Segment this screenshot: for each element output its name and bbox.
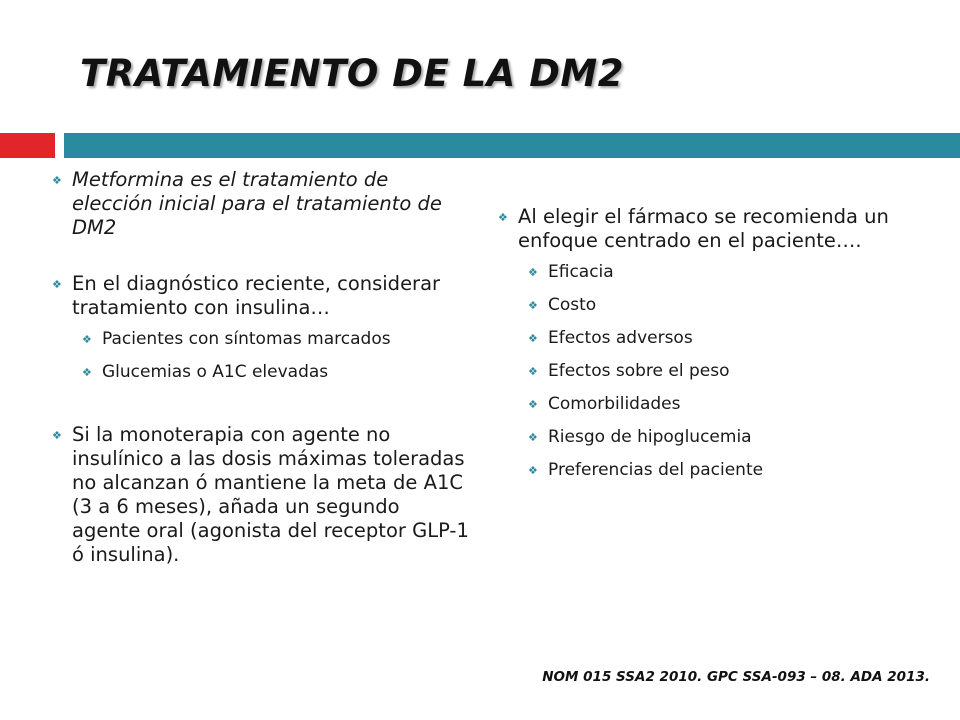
sub-list-item-text: Preferencias del paciente <box>548 460 764 480</box>
sub-list-item-text: Costo <box>548 295 597 315</box>
diamond-bullet-icon: ❖ <box>528 332 538 345</box>
slide-title: TRATAMIENTO DE LA DM2 <box>80 52 624 95</box>
diamond-bullet-icon: ❖ <box>528 299 538 312</box>
accent-bar-red <box>0 133 55 158</box>
sub-list-item <box>498 459 948 481</box>
reference-citation: NOM 015 SSA2 2010. GPC SSA-093 – 08. ADA 2013. <box>542 669 930 685</box>
diamond-bullet-icon: ❖ <box>82 366 92 379</box>
diamond-bullet-icon: ❖ <box>528 431 538 444</box>
sub-list-item <box>498 360 948 382</box>
sub-list-item-text: Efectos adversos <box>548 328 693 348</box>
diamond-bullet-icon: ❖ <box>528 365 538 378</box>
list-item-text: En el diagnóstico reciente, considerar tratamiento con insulina… <box>72 272 441 319</box>
sub-list-item-text: Comorbilidades <box>548 394 681 414</box>
diamond-bullet-icon: ❖ <box>498 211 508 224</box>
list-item-text: Si la monoterapia con agente no insulínico a las dosis máximas toleradas no alcanzan ó mantiene la meta de A1C (3 a 6 meses), añada un segundo agente oral (agonista del receptor GLP-1 ó insulina). <box>72 423 469 566</box>
sub-list-item <box>52 361 472 383</box>
sub-list-item-text: Glucemias o A1C elevadas <box>102 362 329 382</box>
diamond-bullet-icon: ❖ <box>528 266 538 279</box>
diamond-bullet-icon: ❖ <box>52 429 62 442</box>
right-bullet-list <box>498 205 948 492</box>
sub-list-item <box>498 294 948 316</box>
sub-list-item <box>52 328 472 350</box>
sub-list-item-text: Efectos sobre el peso <box>548 361 730 381</box>
sub-list-item <box>498 327 948 349</box>
sub-list <box>72 328 472 383</box>
sub-list-item <box>498 426 948 448</box>
list-item <box>498 205 948 481</box>
accent-bar-teal <box>64 133 960 158</box>
sub-list <box>518 261 948 481</box>
sub-list-item-text: Eficacia <box>548 262 614 282</box>
diamond-bullet-icon: ❖ <box>52 174 62 187</box>
diamond-bullet-icon: ❖ <box>528 464 538 477</box>
diamond-bullet-icon: ❖ <box>52 278 62 291</box>
list-item <box>52 272 472 383</box>
sub-list-item-text: Pacientes con síntomas marcados <box>102 329 391 349</box>
sub-list-item-text: Riesgo de hipoglucemia <box>548 427 752 447</box>
diamond-bullet-icon: ❖ <box>528 398 538 411</box>
list-item <box>52 423 472 567</box>
diamond-bullet-icon: ❖ <box>82 333 92 346</box>
sub-list-item <box>498 261 948 283</box>
list-item <box>52 168 472 240</box>
sub-list-item <box>498 393 948 415</box>
list-item-text: Metformina es el tratamiento de elección inicial para el tratamiento de DM2 <box>72 168 442 239</box>
left-bullet-list <box>52 168 472 567</box>
list-item-text: Al elegir el fármaco se recomienda un enfoque centrado en el paciente…. <box>518 205 889 252</box>
